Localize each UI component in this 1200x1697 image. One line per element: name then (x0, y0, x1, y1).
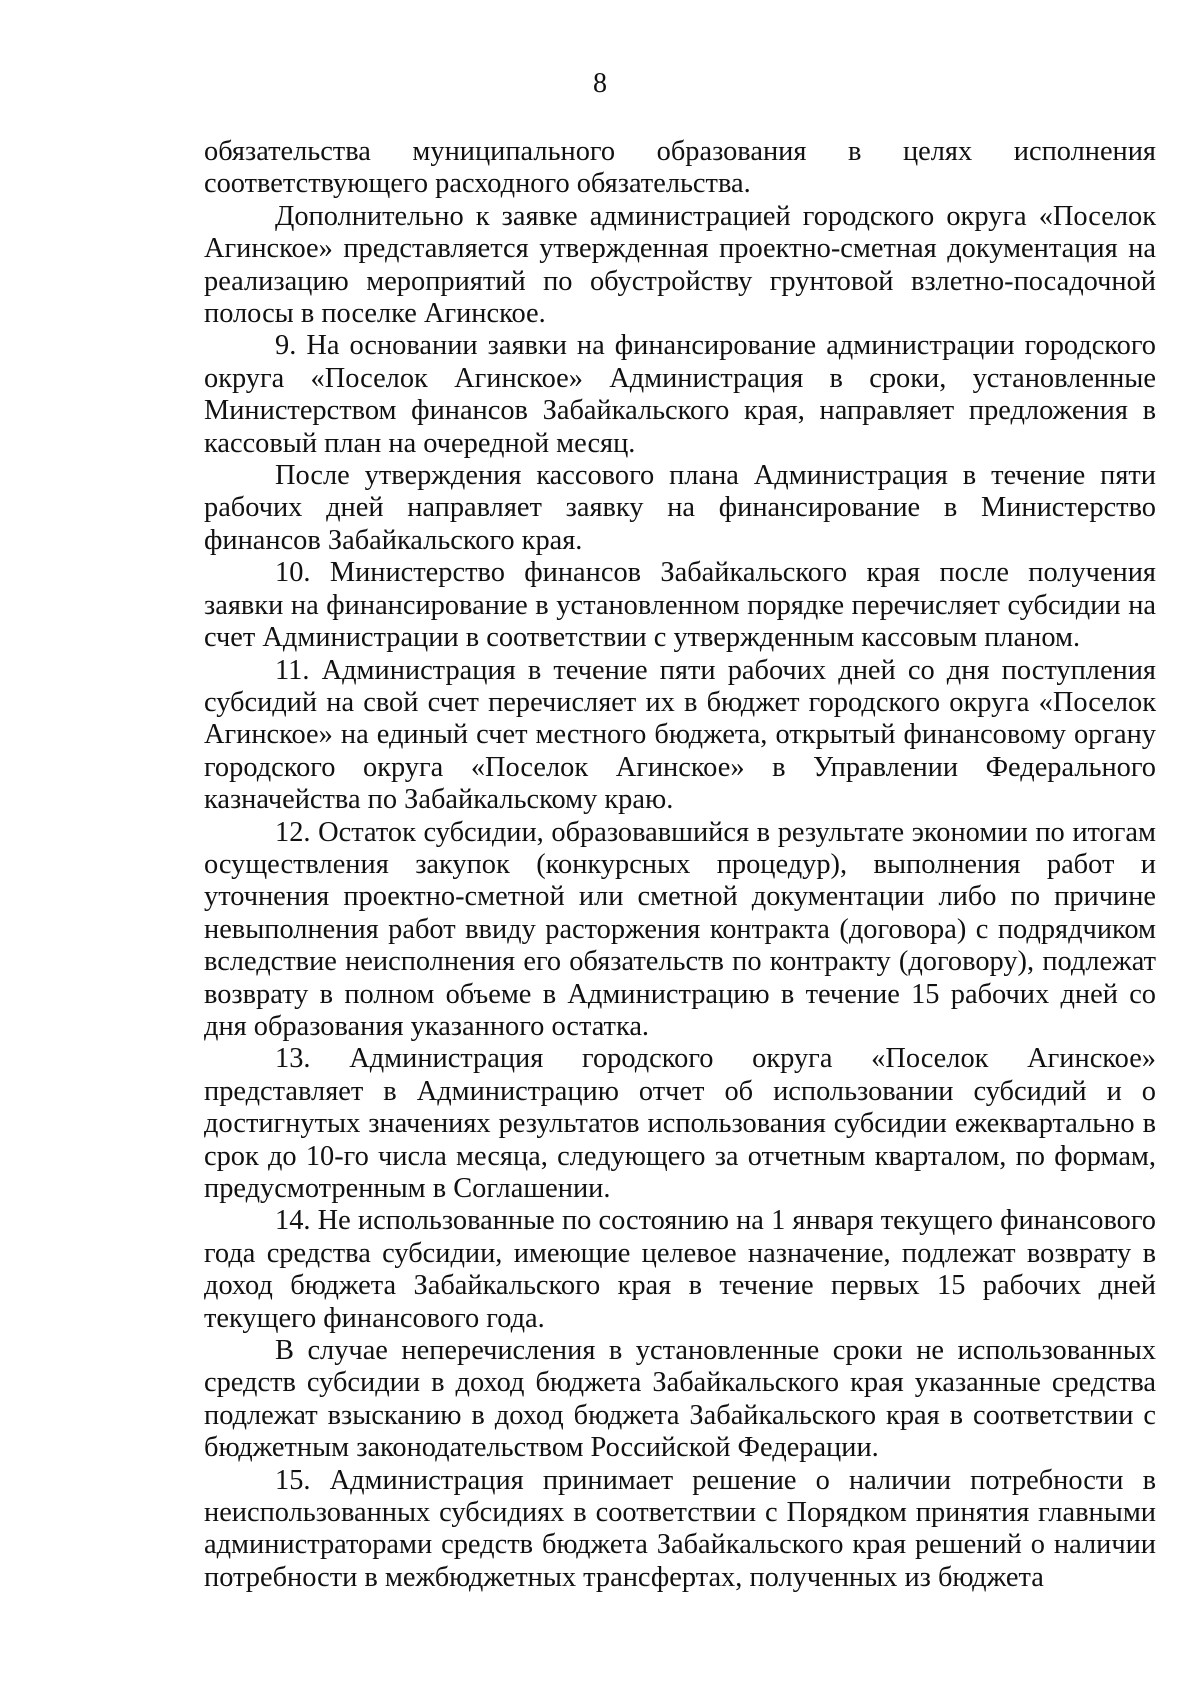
document-body (204, 136, 1156, 1594)
paragraph-item-10: 10. Министерство финансов Забайкальского края после получения заявки на финансирование в установленном порядке перечисляет субсидии на счет Администрации в соответствии с утвержденным кассовым планом. (204, 557, 1156, 654)
paragraph-item-15: 15. Администрация принимает решение о наличии потребности в неиспользованных субсидиях в соответствии с Порядком принятия главными администраторами средств бюджета Забайкальского края решений о наличии потребности в межбюджетных трансфертах, полученных из бюджета (204, 1464, 1156, 1593)
page-number: 8 (593, 68, 607, 99)
paragraph-item-13: 13. Администрация городского округа «Поселок Агинское» представляет в Администрацию отчет об использовании субсидий и о достигнутых значениях результатов использования субсидии ежеквартально в срок до 10-го числа месяца, следующего за отчетным кварталом, по формам, предусмотренным в Соглашении. (204, 1043, 1156, 1204)
paragraph-continuation: обязательства муниципального образования в целях исполнения соответствующего расходного обязательства. (204, 136, 1156, 200)
paragraph-item-11: 11. Администрация в течение пяти рабочих дней со дня поступления субсидий на свой счет перечисляет их в бюджет городского округа «Поселок Агинское» на единый счет местного бюджета, открытый финансовому органу городского округа «Поселок Агинское» в Управлении Федерального казначейства по Забайкальскому краю. (204, 654, 1156, 816)
paragraph-item-12: 12. Остаток субсидии, образовавшийся в результате экономии по итогам осуществления закупок (конкурсных процедур), выполнения работ и уточнения проектно-сметной или сметной документации либо по причине невыполнения работ ввиду расторжения контракта (договора) с подрядчиком вследствие неисполнения его обязательств по контракту (договору), подлежат возврату в полном объеме в Администрацию в течение 15 рабочих дней со дня образования указанного остатка. (204, 816, 1156, 1042)
paragraph-recovery: В случае неперечисления в установленные сроки не использованных средств субсидии в доход бюджета Забайкальского края указанные средства подлежат взысканию в доход бюджета Забайкальского края в соответствии с бюджетным законодательством Российской Федерации. (204, 1335, 1156, 1464)
paragraph-additional-documents: Дополнительно к заявке администрацией городского округа «Поселок Агинское» представляется утвержденная проектно-сметная документация на реализацию мероприятий по обустройству грунтовой взлетно-посадочной полосы в поселке Агинское. (204, 200, 1156, 330)
paragraph-cash-plan: После утверждения кассового плана Администрация в течение пяти рабочих дней направляет заявку на финансирование в Министерство финансов Забайкальского края. (204, 460, 1156, 556)
paragraph-item-14: 14. Не использованные по состоянию на 1 января текущего финансового года средства субсидии, имеющие целевое назначение, подлежат возврату в доход бюджета Забайкальского края в течение первых 15 рабочих дней текущего финансового года. (204, 1205, 1156, 1334)
paragraph-item-9: 9. На основании заявки на финансирование администрации городского округа «Поселок Агинское» Администрация в сроки, установленные Министерством финансов Забайкальского края, направляет предложения в кассовый план на очередной месяц. (204, 330, 1156, 459)
